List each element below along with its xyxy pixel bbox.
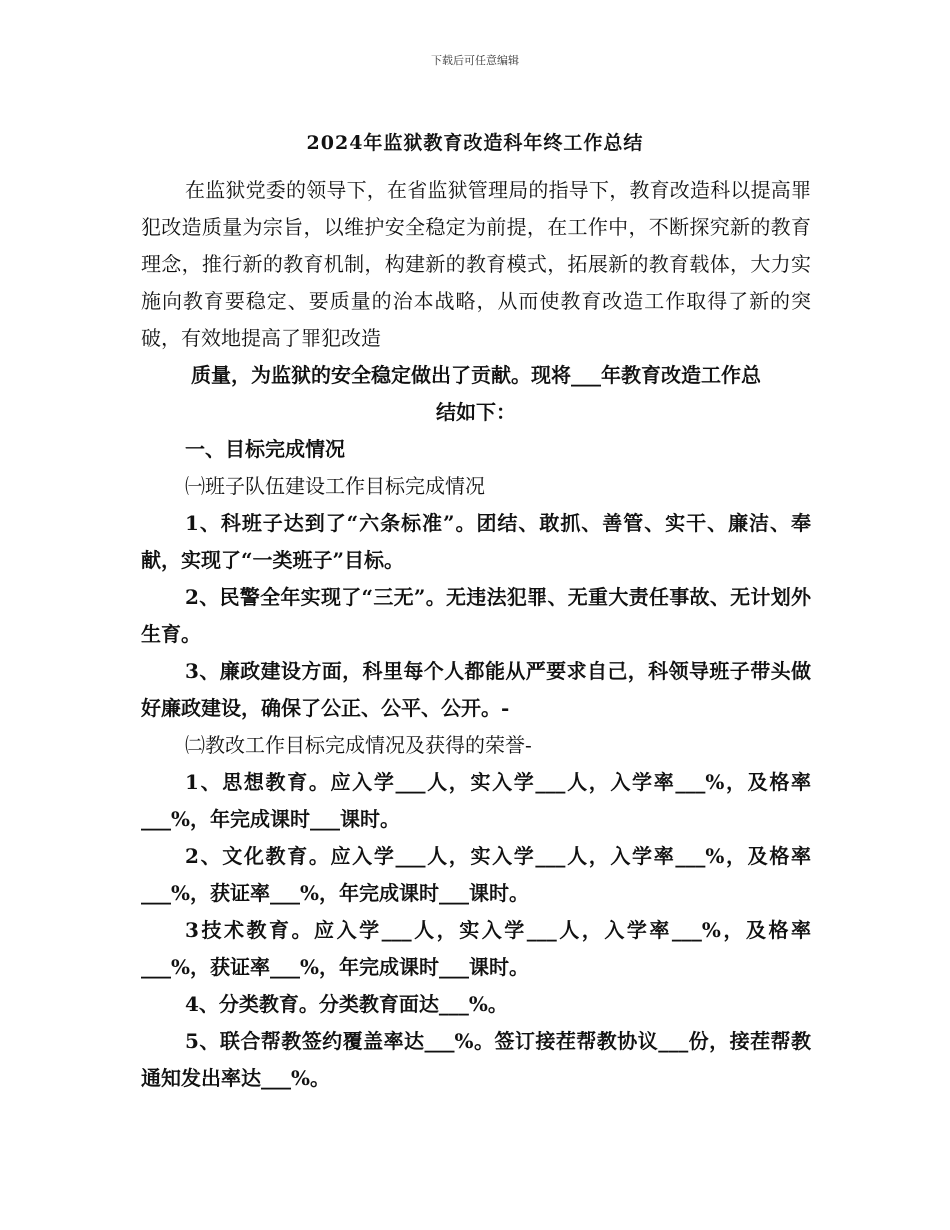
document-body <box>141 172 811 1097</box>
list-item: 3、廉政建设方面，科里每个人都能从严要求自己，科领导班子带头做好廉政建设，确保了公正、公平、公开。- <box>141 659 811 720</box>
subsection-heading-1: ㈠班子队伍建设工作目标完成情况 <box>185 474 485 498</box>
list-item: 1、思想教育。应入学___人，实入学___人，入学率___%，及格率___%，年完成课时___课时。 <box>141 770 811 831</box>
section-heading-1: 一、目标完成情况 <box>185 437 345 461</box>
list-item: 4、分类教育。分类教育面达___%。 <box>185 992 508 1016</box>
list-item: 3技术教育。应入学___人，实入学___人，入学率___%，及格率___%，获证率___%，年完成课时___课时。 <box>141 918 811 979</box>
document-title: 2024年监狱教育改造科年终工作总结 <box>306 132 644 154</box>
subsection-heading-2: ㈡教改工作目标完成情况及获得的荣誉- <box>185 733 532 757</box>
list-item: 5、联合帮教签约覆盖率达___%。签订接茬帮教协议___份，接茬帮教通知发出率达___%。 <box>141 1029 811 1090</box>
intro-paragraph: 在监狱党委的领导下，在省监狱管理局的指导下，教育改造科以提高罪犯改造质量为宗旨，以维护安全稳定为前提，在工作中，不断探究新的教育理念，推行新的教育机制，构建新的教育模式，拓展新的教育载体，大力实施向教育要稳定、要质量的治本战略，从而使教育改造工作取得了新的突破，有效地提高了罪犯改造 <box>141 178 811 350</box>
list-item: 1、科班子达到了“六条标准”。团结、敢抓、善管、实干、廉洁、奉献，实现了“一类班子”目标。 <box>141 511 811 572</box>
intro-continuation-2: 结如下： <box>436 400 516 424</box>
list-item: 2、文化教育。应入学___人，实入学___人，入学率___%，及格率___%，获证率___%，年完成课时___课时。 <box>141 844 811 905</box>
intro-continuation: 质量，为监狱的安全稳定做出了贡献。现将___年教育改造工作总 <box>191 363 761 387</box>
page-header-note: 下载后可任意编辑 <box>431 54 519 67</box>
list-item: 2、民警全年实现了“三无”。无违法犯罪、无重大责任事故、无计划外生育。 <box>141 585 811 646</box>
